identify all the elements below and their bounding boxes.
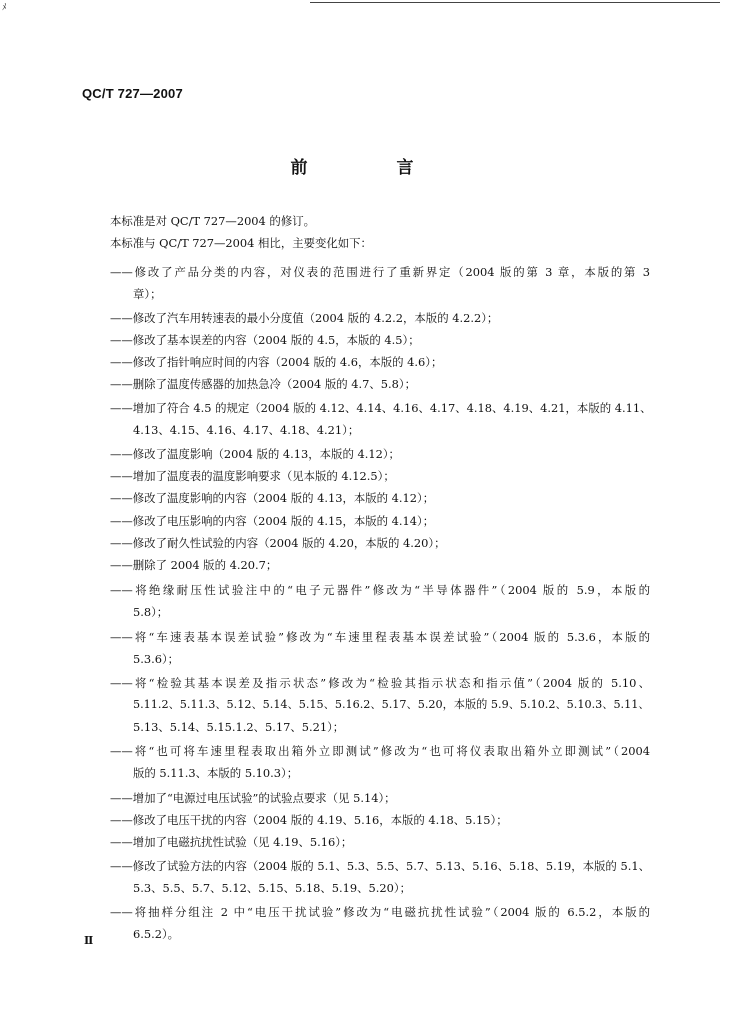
foreword-line: 5.11.2、5.11.3、5.12、5.14、5.15、5.16.2、5.17、5.20，本版的 5.9、5.10.2、5.10.3、5.11、: [133, 698, 650, 711]
foreword-line: ——修改了指针响应时间的内容（2004 版的 4.6，本版的 4.6）；: [110, 355, 443, 369]
foreword-line: ——删除了温度传感器的加热急冷（2004 版的 4.7、5.8）；: [110, 377, 416, 391]
foreword-line: ——增加了温度表的温度影响要求（见本版的 4.12.5）；: [110, 469, 395, 483]
foreword-line: ——将绝缘耐压性试验注中的“电子元器件”修改为“半导体器件”（2004 版的 5.9，本版的: [110, 583, 650, 597]
foreword-line: 4.13、4.15、4.16、4.17、4.18、4.21）；: [133, 423, 360, 437]
foreword-line: ——删除了 2004 版的 4.20.7；: [110, 558, 278, 572]
page-number: Ⅱ: [84, 934, 94, 947]
foreword-line: 本标准是对 QC/T 727—2004 的修订。: [110, 214, 315, 228]
foreword-line: 版的 5.11.3、本版的 5.10.3）；: [133, 766, 299, 780]
foreword-line: ——将“检验其基本误差及指示状态”修改为“检验其指示状态和指示值”（2004 版的 5.10、: [110, 676, 650, 690]
standard-code: QC/T 727—2007: [82, 86, 183, 101]
foreword-line: ——修改了汽车用转速表的最小分度值（2004 版的 4.2.2，本版的 4.2.2）；: [110, 311, 499, 325]
foreword-line: ——修改了耐久性试验的内容（2004 版的 4.20，本版的 4.20）；: [110, 536, 446, 550]
foreword-line: ——修改了温度影响的内容（2004 版的 4.13，本版的 4.12）；: [110, 491, 435, 505]
header-rule: [310, 2, 720, 3]
foreword-line: ——将抽样分组注 2 中“电压干扰试验”修改为“电磁抗扰性试验”（2004 版的 6.5.2，本版的: [110, 905, 650, 919]
foreword-line: ——将“也可将车速里程表取出箱外立即测试”修改为“也可将仪表取出箱外立即测试”（2004: [110, 744, 650, 758]
foreword-line: ——修改了试验方法的内容（2004 版的 5.1、5.3、5.5、5.7、5.13、5.16、5.18、5.19，本版的 5.1、: [110, 859, 650, 873]
foreword-line: 本标准与 QC/T 727—2004 相比，主要变化如下：: [110, 236, 372, 250]
foreword-line: ——增加了符合 4.5 的规定（2004 版的 4.12、4.14、4.16、4.17、4.18、4.19、4.21，本版的 4.11、: [110, 401, 652, 415]
foreword-line: 5.3、5.5、5.7、5.12、5.15、5.18、5.19、5.20）；: [133, 881, 411, 895]
foreword-line: ——将“车速表基本误差试验”修改为“车速里程表基本误差试验”（2004 版的 5.3.6，本版的: [110, 630, 650, 644]
foreword-line: ——修改了电压影响的内容（2004 版的 4.15，本版的 4.14）；: [110, 514, 435, 528]
foreword-line: 章）；: [133, 287, 162, 301]
foreword-line: ——增加了“电源过电压试验”的试验点要求（见 5.14）；: [110, 791, 396, 805]
foreword-line: ——修改了基本误差的内容（2004 版的 4.5，本版的 4.5）；: [110, 333, 420, 347]
foreword-line: ——修改了电压干扰的内容（2004 版的 4.19、5.16，本版的 4.18、5.15）；: [110, 813, 508, 827]
foreword-line: ——增加了电磁抗扰性试验（见 4.19、5.16）；: [110, 835, 353, 849]
foreword-line: 6.5.2）。: [133, 927, 180, 941]
foreword-line: ——修改了产品分类的内容，对仪表的范围进行了重新界定（2004 版的第 3 章，本版的第 3: [110, 265, 650, 279]
foreword-line: 5.13、5.14、5.15.1.2、5.17、5.21）；: [133, 720, 345, 734]
page-title: 前 言: [290, 158, 450, 178]
foreword-line: ——修改了温度影响（2004 版的 4.13，本版的 4.12）；: [110, 447, 400, 461]
corner-mark: ﾒ: [2, 3, 7, 13]
foreword-line: 5.3.6）；: [133, 652, 180, 666]
foreword-line: 5.8）；: [133, 605, 169, 619]
